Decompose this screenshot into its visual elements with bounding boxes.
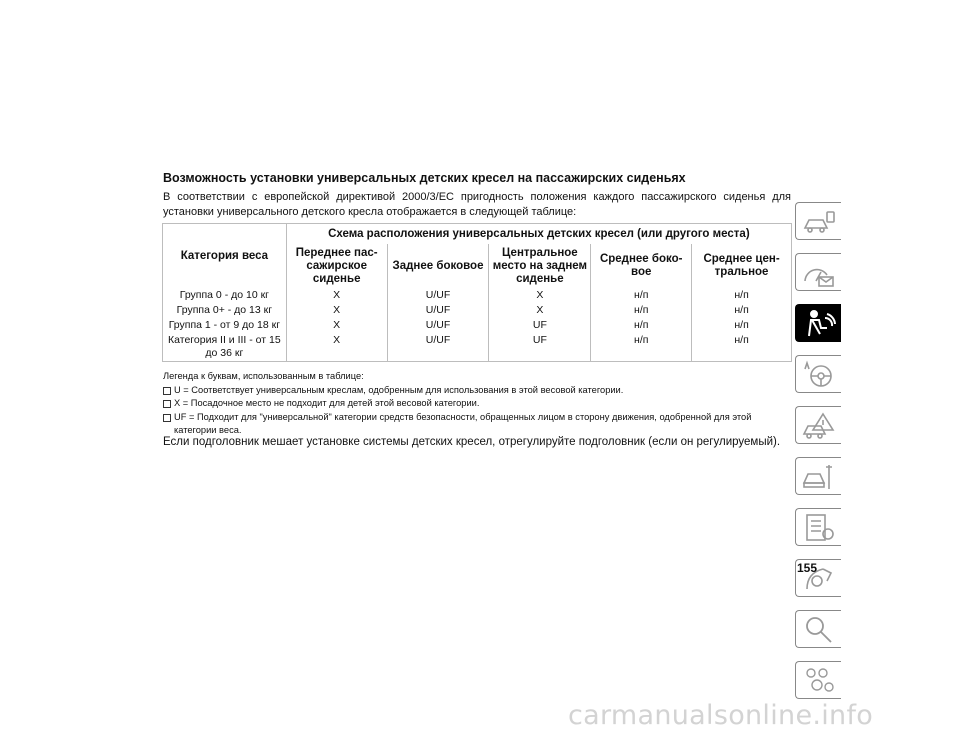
chapter-tab[interactable] — [795, 406, 841, 444]
legend-item — [163, 397, 795, 411]
chapter-tab[interactable] — [795, 253, 841, 291]
table-cell: н/п — [591, 303, 692, 318]
chapter-tab[interactable] — [795, 304, 841, 342]
table-row — [163, 333, 792, 362]
column-header: Переднее пас-сажирское сиденье — [286, 244, 387, 288]
row-category: Группа 0 - до 10 кг — [163, 288, 287, 303]
legend-title: Легенда к буквам, использованным в таблице: — [163, 371, 364, 381]
headrest-note: Если подголовник мешает установке системы детских кресел, отрегулируйте подголовник (если он регулируемый). — [163, 436, 781, 448]
checkbox-square-icon — [163, 387, 171, 395]
chapter-tab[interactable] — [795, 610, 841, 648]
column-header: Среднее боко-вое — [591, 244, 692, 288]
table-cell: н/п — [591, 333, 692, 362]
legend-item-text: X = Посадочное место не подходит для детей этой весовой категории. — [174, 398, 480, 408]
table-cell: н/п — [591, 318, 692, 333]
row-category: Группа 0+ - до 13 кг — [163, 303, 287, 318]
car-info-icon — [801, 206, 837, 238]
table-cell: н/п — [692, 303, 792, 318]
table-cell: X — [286, 303, 387, 318]
table-cell: U/UF — [387, 333, 489, 362]
weight-category-header: Категория веса — [163, 224, 287, 289]
table-cell: X — [286, 318, 387, 333]
search-index-icon — [801, 614, 837, 646]
legend-item — [163, 411, 795, 438]
checkbox-square-icon — [163, 414, 171, 422]
table-cell: U/UF — [387, 318, 489, 333]
column-header: Заднее боковое — [387, 244, 489, 288]
dashboard-mail-icon — [801, 257, 837, 289]
legend-item-text: UF = Подходит для "универсальной" категории средств безопасности, обращенных лицом в сторону движения, одобренной для этой категории веса. — [174, 411, 752, 435]
chapter-tab[interactable] — [795, 457, 841, 495]
chapter-tab[interactable] — [795, 202, 841, 240]
watermark: carmanualsonline.info — [568, 700, 874, 731]
legend — [163, 370, 795, 438]
table-cell: U/UF — [387, 303, 489, 318]
chapter-tab[interactable] — [795, 661, 841, 699]
table-cell: UF — [489, 318, 591, 333]
checkbox-square-icon — [163, 400, 171, 408]
table-cell: X — [286, 288, 387, 303]
table-cell: U/UF — [387, 288, 489, 303]
layout-header: Схема расположения универсальных детских кресел (или другого места) — [286, 224, 791, 245]
table-cell: н/п — [692, 333, 792, 362]
checklist-icon — [801, 512, 837, 544]
languages-icon — [801, 665, 837, 697]
car-warning-icon — [801, 410, 837, 442]
steering-start-icon — [801, 359, 837, 391]
chapter-tab[interactable] — [795, 355, 841, 393]
table-row — [163, 288, 792, 303]
intro-paragraph: В соответствии с европейской директивой 2000/3/ЕС пригодность положения каждого пассажирского сиденья для установки универсального детского кресла отображается в следующей таблице: — [163, 191, 791, 218]
table-row — [163, 303, 792, 318]
row-category: Группа 1 - от 9 до 18 кг — [163, 318, 287, 333]
row-category: Категория II и III - от 15 до 36 кг — [163, 333, 287, 362]
table-cell: н/п — [692, 318, 792, 333]
legend-item — [163, 384, 795, 398]
table-cell: X — [286, 333, 387, 362]
table-cell: UF — [489, 333, 591, 362]
child-seat-table — [162, 223, 792, 362]
page-number: 155 — [797, 561, 818, 575]
car-service-icon — [801, 461, 837, 493]
table-cell: X — [489, 303, 591, 318]
table-row — [163, 318, 792, 333]
chapter-tabs — [795, 202, 841, 712]
column-header: Среднее цен-тральное — [692, 244, 792, 288]
table-cell: н/п — [692, 288, 792, 303]
table-cell: н/п — [591, 288, 692, 303]
seatbelt-safety-icon — [801, 308, 837, 340]
legend-item-text: U = Соответствует универсальным креслам, одобренным для использования в этой весовой категории. — [174, 384, 624, 395]
column-header: Центральное место на заднем сиденье — [489, 244, 591, 288]
chapter-tab[interactable] — [795, 508, 841, 546]
table-cell: X — [489, 288, 591, 303]
section-title: Возможность установки универсальных детских кресел на пассажирских сиденьях — [163, 171, 686, 185]
